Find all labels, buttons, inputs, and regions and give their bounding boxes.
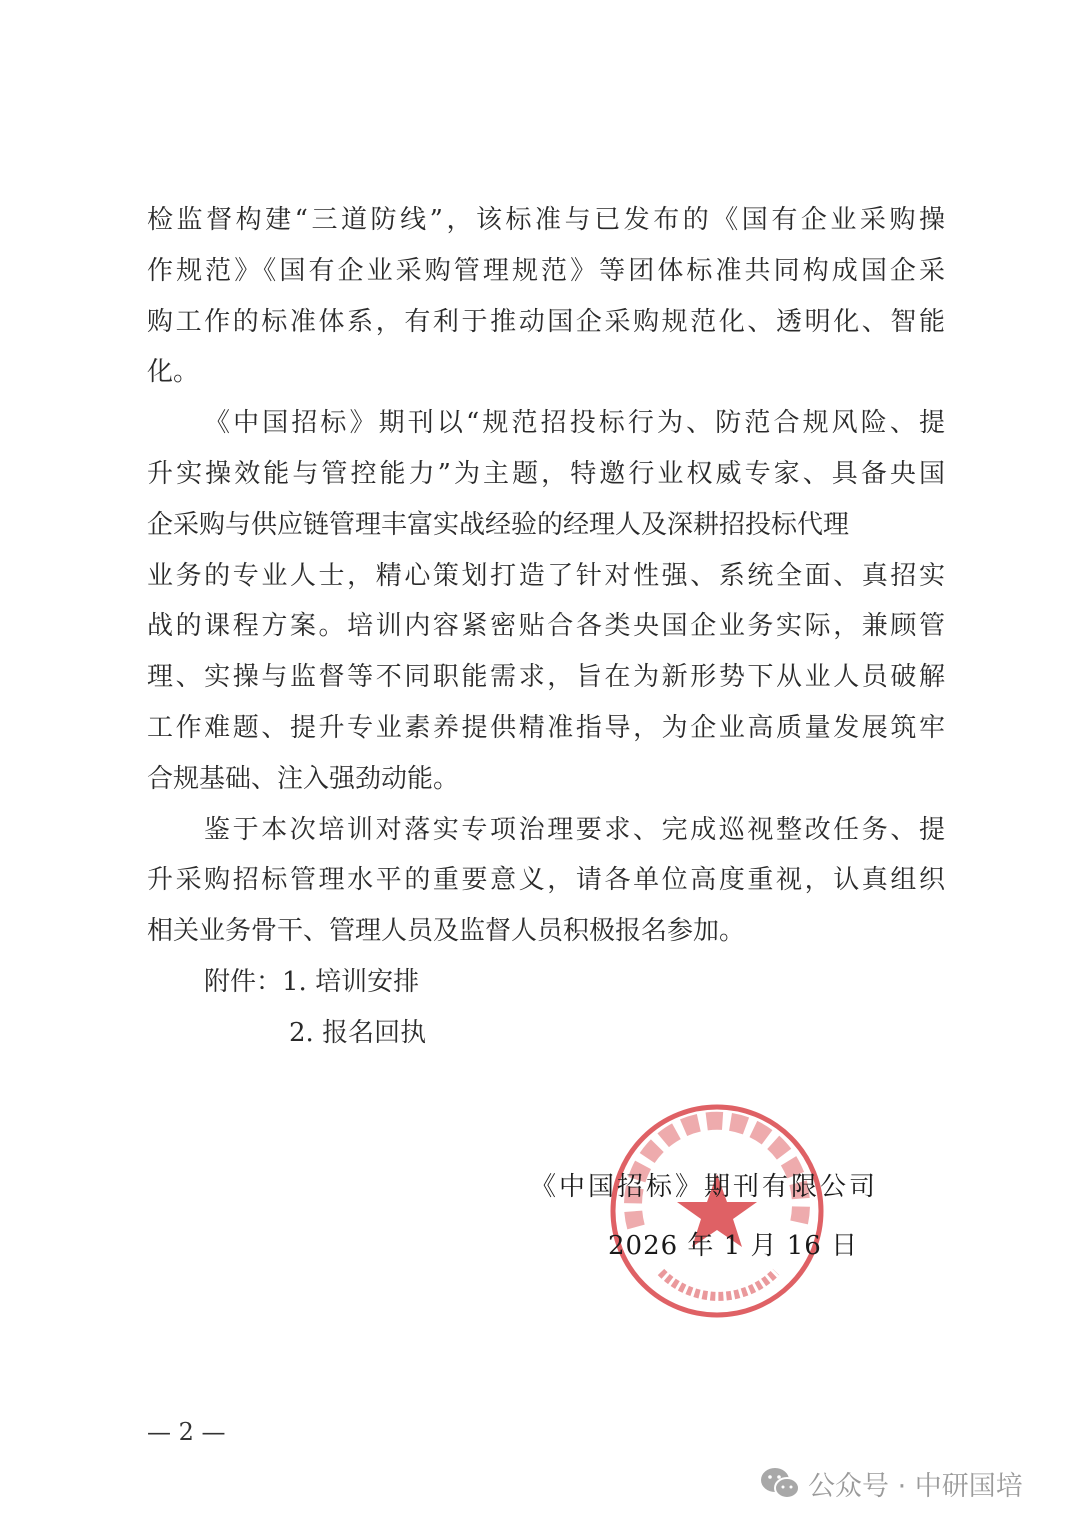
wechat-icon <box>760 1467 800 1501</box>
attachment-line: 附件：1. 培训安排 <box>204 966 420 997</box>
body-line: 合规基础、注入强劲动能。 <box>147 763 460 794</box>
body-line: 相关业务骨干、管理人员及监督人员积极报名参加。 <box>147 916 746 947</box>
body-line: 鉴于本次培训对落实专项治理要求、完成巡视整改任务、提 <box>204 814 945 845</box>
watermark <box>760 1464 1023 1503</box>
company-seal <box>606 1102 828 1320</box>
body-line: 升实操效能与管控能力”为主题，特邀行业权威专家、具备央国 <box>147 458 945 489</box>
document-body <box>147 195 945 1059</box>
watermark-text: 公众号 · 中研国培 <box>808 1471 1023 1502</box>
body-line: 业务的专业人士，精心策划打造了针对性强、系统全面、真招实 <box>147 560 945 591</box>
body-line: 化。 <box>147 357 200 388</box>
signature-company: 《中国招标》期刊有限公司 <box>530 1172 879 1202</box>
body-line: 理、实操与监督等不同职能需求，旨在为新形势下从业人员破解 <box>147 662 945 693</box>
body-line: 工作难题、提升专业素养提供精准指导，为企业高质量发展筑牢 <box>147 712 945 743</box>
body-line: 升采购招标管理水平的重要意义，请各单位高度重视，认真组织 <box>147 865 945 896</box>
page-number: — 2 — <box>147 1418 226 1446</box>
signature-date: 2026 年 1 月 16 日 <box>608 1231 859 1261</box>
seal-number-mark <box>661 1272 776 1296</box>
body-line: 检监督构建“三道防线”，该标准与已发布的《国有企业采购操 <box>147 205 945 235</box>
body-line: 购工作的标准体系，有利于推动国企采购规范化、透明化、智能 <box>147 306 945 337</box>
body-line: 作规范》《国有企业采购管理规范》等团体标准共同构成国企采 <box>147 255 945 286</box>
attachment-line: 2. 报名回执 <box>289 1017 427 1048</box>
body-line: 战的课程方案。培训内容紧密贴合各类央国企业务实际，兼顾管 <box>147 611 945 642</box>
body-line: 《中国招标》期刊以“规范招投标行为、防范合规风险、提 <box>204 408 945 439</box>
body-line: 企采购与供应链管理丰富实战经验的经理人及深耕招投标代理 <box>147 509 850 540</box>
